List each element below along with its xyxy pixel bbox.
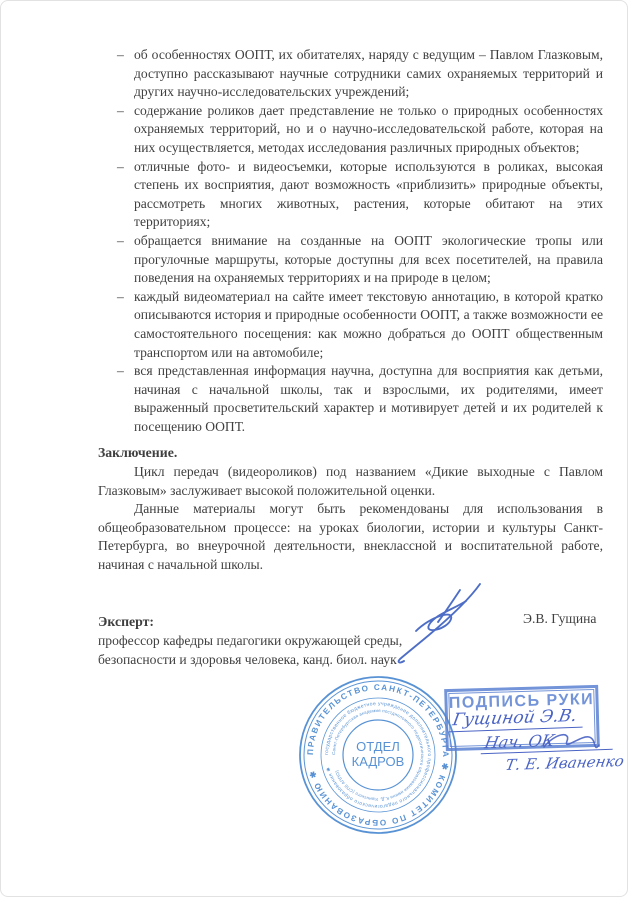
stamp-center-line2: КАДРОВ [351,754,405,769]
pen-signature [394,581,498,673]
handwritten-certifier-name: Т. Е. Иваненко [504,751,626,775]
dash-marker: – [117,363,124,379]
list-item-text: об особенностях ООПТ, их обитателях, наряду с ведущим – Павлом Глазковым, доступно рассказывают научные сотрудники самих охраняемых территорий и других научно-исследовательских учреждений; [134,47,603,100]
dash-marker: – [117,102,124,118]
dash-marker: – [117,288,124,304]
dash-marker: – [117,47,124,62]
list-item-text: обращается внимание на созданные на ООПТ экологические тропы или прогулочные маршруты, которые доступны для всех посетителей, на правила поведения на охраняемых территориях и на природе в целом; [134,232,603,286]
stamp-title: ПОДПИСЬ РУКИ [448,690,595,713]
document-body [98,46,603,669]
dash-marker: – [117,232,124,248]
stamp-ring-middle-text: государственное бюджетное учреждение дополнительного профессионального педагогического образования ✱ [323,700,433,810]
certifier-pen-signature [541,723,603,761]
list-item [117,102,603,158]
list-item-text: отличные фото- и видеосъемки, которые используются в роликах, высокая степень их восприятия, дают возможность «приблизить» природные объекты, рассмотреть многих животных, растения, которые обитают на этих территориях; [134,158,603,230]
stamp-center-line1: ОТДЕЛ [356,739,400,754]
handwritten-certified-name: Гущиной Э.В. [449,706,587,733]
list-item [117,232,603,288]
hr-round-stamp [293,670,463,840]
list-item-text: содержание роликов дает представление не только о природных особенностях охраняемых территорий, но и о научно-исследовательской работе, которая на них осуществляется, методах исследования различных природных объектов; [134,102,603,155]
conclusion-heading: Заключение. [98,445,178,461]
list-item [117,158,603,232]
list-item-text: вся представленная информация научна, доступна для восприятия как детьми, начиная с начальной школы, так и взрослыми, их родителями, имеет выраженный просветительский характер и мотивирует детей и их родителей к посещению ООПТ. [134,363,603,434]
stamp-ring-outer-text: ПРАВИТЕЛЬСТВО САНКТ-ПЕТЕРБУРГА ✱ КОМИТЕТ ПО ОБРАЗОВАНИЮ ✱ [305,682,451,828]
expert-heading: Эксперт: [98,613,155,629]
list-item [117,46,603,102]
conclusion-paragraph: Цикл передач (видеороликов) под названием «Дикие выходные с Павлом Глазковым» заслуживает высокой положительной оценки. [98,464,603,498]
dash-marker: – [117,158,124,174]
list-item-text: каждый видеоматериал на сайте имеет текстовую аннотацию, в которой кратко описываются история и природные особенности ООПТ, а также возможности ее самостоятельного посещения: как можно добраться до ООПТ общественным транспортом или на автомобиле; [134,288,603,360]
expert-position-line: профессор кафедры педагогики окружающей среды, [98,632,403,648]
expert-name: Э.В. Гущина [523,611,597,626]
list-item [117,362,603,436]
list-item [117,288,603,362]
conclusion-paragraph: Данные материалы могут быть рекомендованы для использования в общеобразовательном процессе: на уроках биологии, истории и культуры Санкт-Петербурга, во внеурочной деятельности, внеклассной и воспитательной работе, начиная с начальной школы. [98,501,603,573]
expert-position-line: безопасности и здоровья человека, канд. биол. наук [98,651,397,667]
stamp-ring-inner-text: Санкт-Петербургская академия постдипломного педагогического образования имени К.Д. Ушинского (СПб АППО) [330,707,426,803]
bullet-list [98,46,603,436]
handwritten-certifier-position: Нач. ОК [481,729,617,755]
